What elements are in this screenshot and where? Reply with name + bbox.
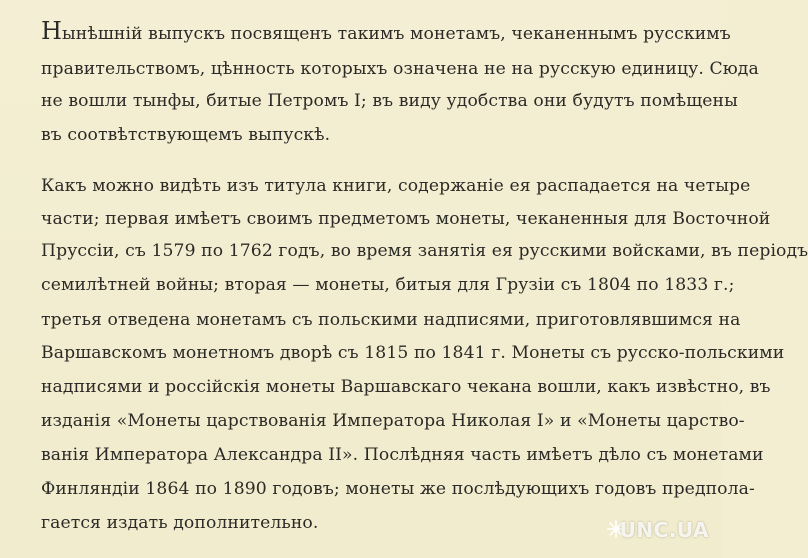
drop-cap: Н bbox=[41, 17, 63, 45]
paragraph-2-line-5: третья отведена монетамъ съ польскими надписями, приготовлявшимся на bbox=[41, 310, 741, 330]
paragraph-1-line-2: правительствомъ, цѣнность которыхъ означена не на русскую единицу. Сюда bbox=[41, 59, 759, 79]
paragraph-2-line-7: надписями и россійскія монеты Варшавскаго чекана вошли, какъ извѣстно, въ bbox=[41, 377, 771, 397]
paragraph-2-line-8: изданія «Монеты царствованія Императора Николая I» и «Монеты царство- bbox=[41, 411, 745, 431]
paragraph-1-line-1 bbox=[41, 17, 731, 45]
paragraph-2-line-11: гается издать дополнительно. bbox=[41, 513, 319, 533]
paragraph-1-line-4: въ соотвѣтствующемъ выпускѣ. bbox=[41, 125, 331, 145]
watermark-text: UNC.UA bbox=[619, 518, 709, 542]
paragraph-2-line-4: семилѣтней войны; вторая — монеты, битыя для Грузіи съ 1804 по 1833 г.; bbox=[41, 275, 735, 295]
paragraph-2-line-3: Пруссіи, съ 1579 по 1762 годъ, во время занятія ея русскими войсками, въ періодъ bbox=[41, 241, 808, 261]
paragraph-2-line-2: части; первая имѣетъ своимъ предметомъ монеты, чеканенныя для Восточной bbox=[41, 209, 771, 229]
paragraph-2-line-9: ванія Императора Александра II». Послѣдняя часть имѣетъ дѣло съ монетами bbox=[41, 445, 764, 465]
paragraph-2-line-10: Финляндіи 1864 по 1890 годовъ; монеты же послѣдующихъ годовъ предпола- bbox=[41, 479, 755, 499]
paragraph-1-line-3: не вошли тынфы, битые Петромъ I; въ виду удобства они будутъ помѣщены bbox=[41, 91, 738, 111]
text-span: ынѣшній выпускъ посвященъ такимъ монетамъ, чеканеннымъ русскимъ bbox=[62, 24, 731, 44]
paragraph-2-line-1: Какъ можно видѣть изъ титула книги, содержаніе ея распадается на четыре bbox=[41, 176, 751, 196]
paragraph-2-line-6: Варшавскомъ монетномъ дворѣ съ 1815 по 1841 г. Монеты съ русско-польскими bbox=[41, 343, 785, 363]
